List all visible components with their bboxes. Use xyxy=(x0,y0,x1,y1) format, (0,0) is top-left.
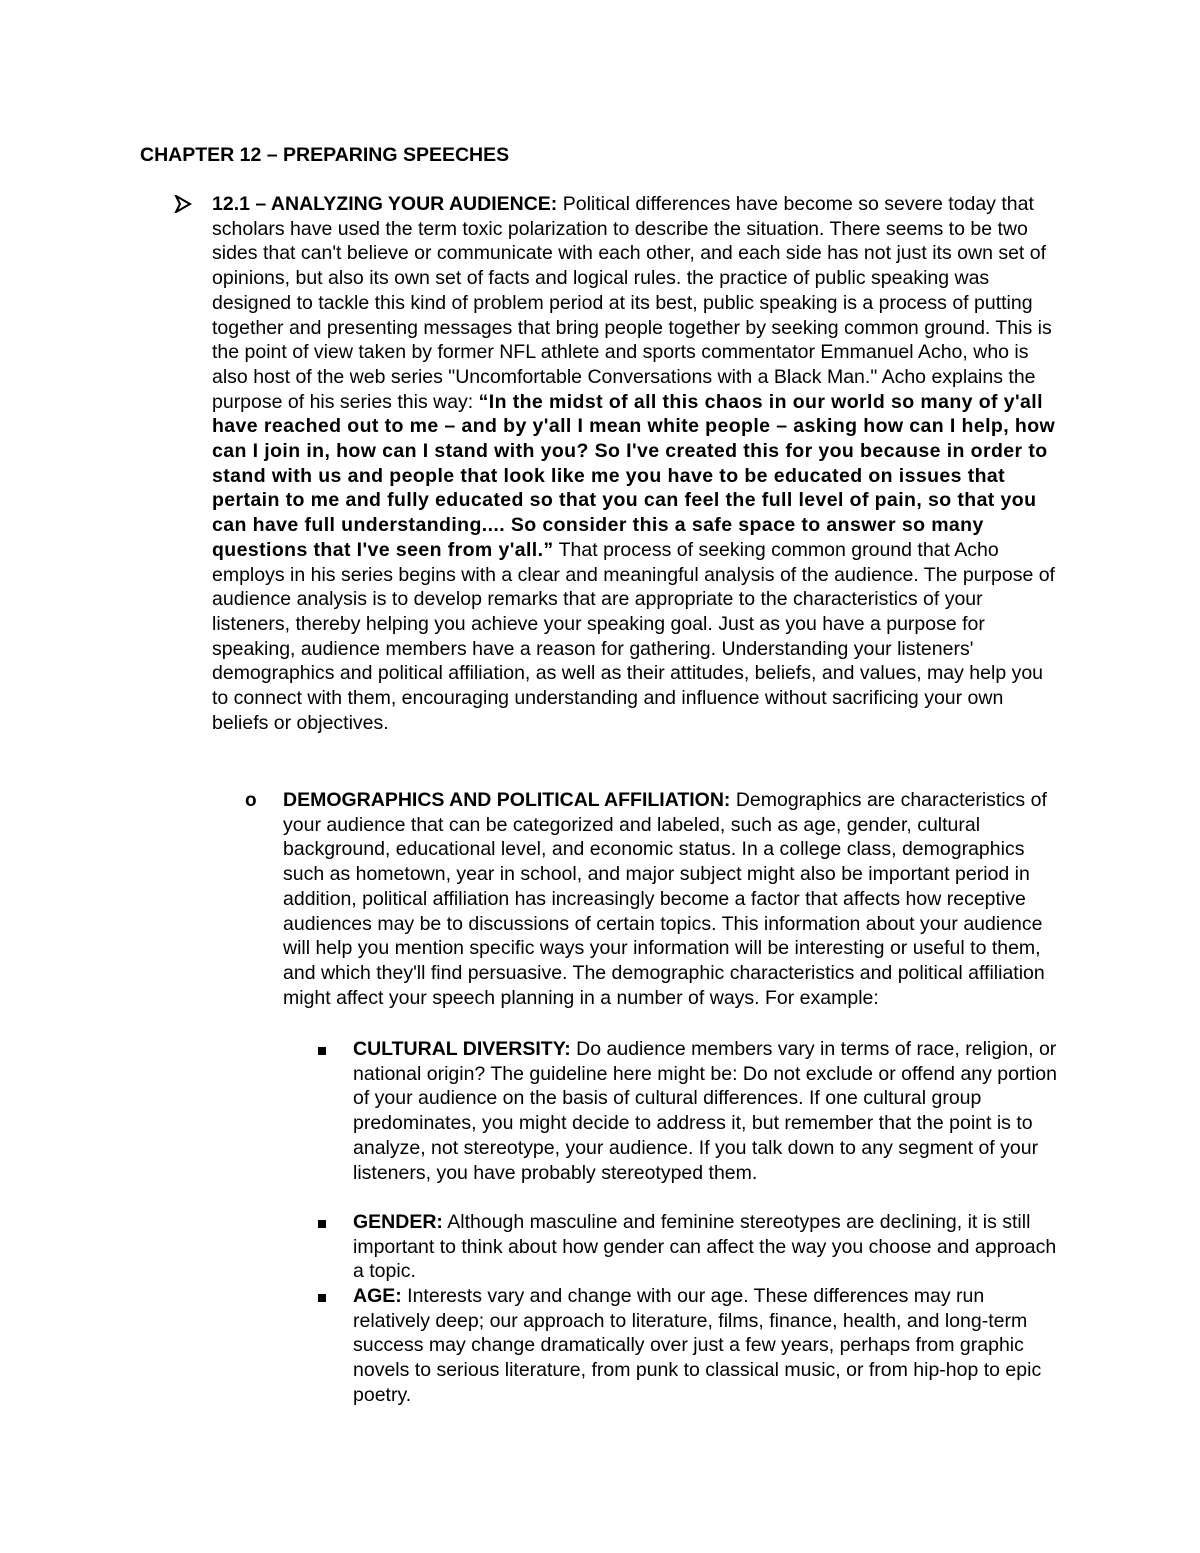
section-12-1 xyxy=(212,192,1064,735)
section-12-1-paragraph xyxy=(212,192,1064,735)
list-item-cultural-diversity xyxy=(353,1037,1063,1185)
square-bullet-icon xyxy=(318,1047,326,1055)
age-heading: AGE: xyxy=(353,1285,402,1307)
section-12-1-text-after-quote: That process of seeking common ground that Acho employs in his series begins with a clear and meaningful analysis of the audience. The purpose of audience analysis is to develop remarks that are appropriate to the characteristics of your listeners, thereby helping you achieve your speaking goal. Just as you have a purpose for speaking, audience members have a reason for gathering. Understanding your listeners' demographics and political affiliation, as well as their attitudes, beliefs, and values, may help you to connect with them, encouraging understanding and influence without sacrificing your own beliefs or objectives. xyxy=(212,538,1055,734)
square-bullet-icon xyxy=(318,1294,326,1302)
age-text: Interests vary and change with our age. These differences may run relatively deep; our approach to literature, films, finance, health, and long-term success may change dramatically over just a few years, perhaps from graphic novels to serious literature, from punk to classical music, or from hip-hop to epic poetry. xyxy=(353,1285,1042,1406)
chapter-title: CHAPTER 12 – PREPARING SPEECHES xyxy=(140,144,510,166)
cultural-diversity-heading: CULTURAL DIVERSITY: xyxy=(353,1038,571,1060)
cultural-diversity-text: Do audience members vary in terms of race, religion, or national origin? The guideline here might be: Do not exclude or offend any portion of your audience on the basis of cultural differences. If one cultural group predominates, you might decide to address it, but remember that the point is to analyze, not stereotype, your audience. If you talk down to any segment of your listeners, you have probably stereotyped them. xyxy=(353,1038,1057,1184)
demographics-section xyxy=(283,788,1063,1010)
acho-quote: “In the midst of all this chaos in our world so many of y'all have reached out to me – and by y'all I mean white people – asking how can I help, how can I join in, how can I stand with you? So I've created this for you because in order to stand with us and people that look like me you have to be educated on issues that pertain to me and fully educated so that you can feel the full level of pain, so that you can have full understanding.... So consider this a safe space to answer so many questions that I've seen from y'all.” xyxy=(212,390,1056,561)
demographics-paragraph xyxy=(283,788,1063,1010)
section-12-1-heading: 12.1 – ANALYZING YOUR AUDIENCE: xyxy=(212,193,558,215)
list-item-gender xyxy=(353,1210,1063,1284)
gender-text: Although masculine and feminine stereotypes are declining, it is still important to think about how gender can affect the way you choose and approach a topic. xyxy=(353,1211,1057,1283)
square-bullet-icon xyxy=(318,1220,326,1228)
demographics-text: Demographics are characteristics of your audience that can be categorized and labeled, such as age, gender, cultural background, educational level, and economic status. In a college class, demographics such as hometown, year in school, and major subject might also be important period in addition, political affiliation has increasingly become a factor that affects how receptive audiences may be to discussions of certain topics. This information about your audience will help you mention specific ways your information will be interesting or useful to them, and which they'll find persuasive. The demographic characteristics and political affiliation might affect your speech planning in a number of ways. For example: xyxy=(283,789,1047,1009)
gender-heading: GENDER: xyxy=(353,1211,443,1233)
demographics-heading: DEMOGRAPHICS AND POLITICAL AFFILIATION: xyxy=(283,789,731,811)
list-item-age xyxy=(353,1284,1063,1408)
section-12-1-text-before-quote: Political differences have become so severe today that scholars have used the term toxic polarization to describe the situation. There seems to be two sides that can't believe or communicate with each other, and each side has not just its own set of opinions, but also its own set of facts and logical rules. the practice of public speaking was designed to tackle this kind of problem period at its best, public speaking is a process of putting together and presenting messages that bring people together by seeking common ground. This is the point of view taken by former NFL athlete and sports commentator Emmanuel Acho, who is also host of the web series "Uncomfortable Conversations with a Black Man." Acho explains the purpose of his series this way: xyxy=(212,193,1052,413)
arrowhead-bullet-icon xyxy=(174,195,192,213)
hollow-o-bullet-icon: o xyxy=(245,790,257,811)
